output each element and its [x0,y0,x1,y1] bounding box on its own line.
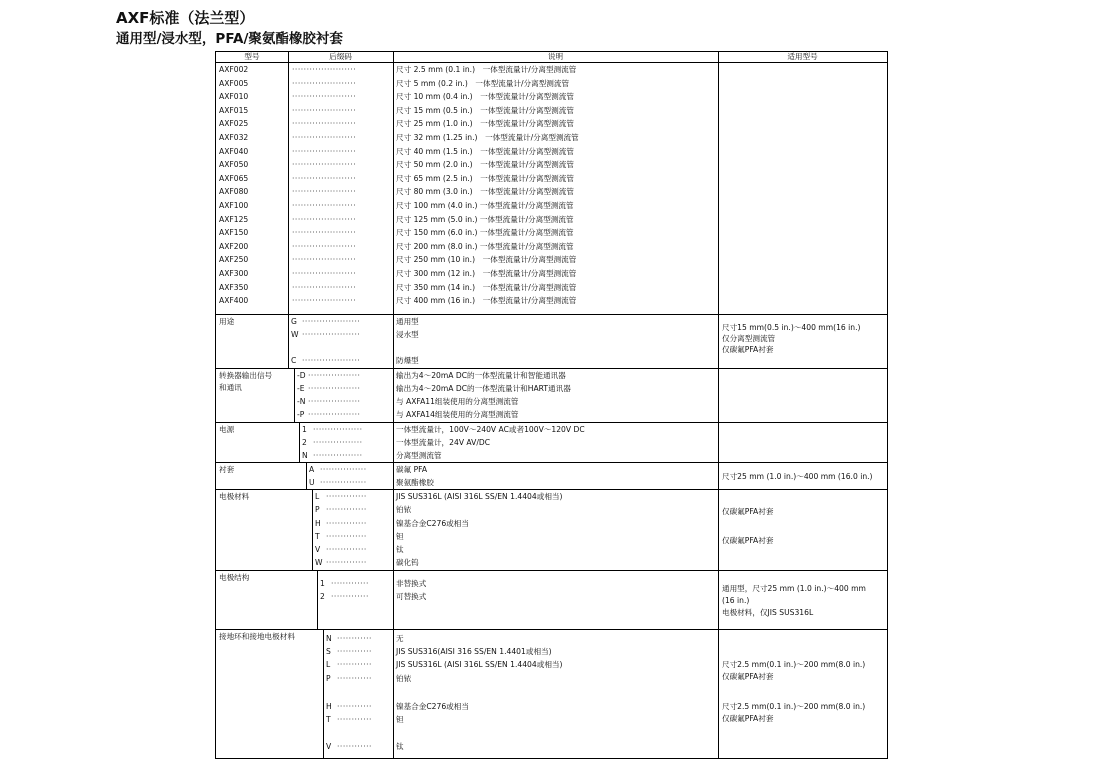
electrode-applicable-p: 仅碳氟PFA衬套 [722,507,774,516]
model-code: AXF250 [219,255,249,265]
leader-dots: ······················ [292,201,357,210]
electrode-description: 铂铱 [396,505,412,514]
usage-label: 用途 [219,317,235,326]
model-code: AXF005 [219,78,249,88]
usage-code: C [291,356,297,365]
lining-label: 衬套 [219,465,235,474]
group-bracket [323,629,324,758]
structure-description: 非替换式 [396,579,427,588]
electrode-description: 钽 [396,532,404,541]
leader-dots: ············ [337,674,372,683]
structure-label: 电极结构 [219,573,250,582]
model-code: AXF002 [219,65,249,74]
power-description: 一体型流量计，100V～240V AC或者100V～120V DC [396,425,585,434]
model-description: 尺寸 10 mm (0.4 in.) 一体型流量计/分离型测流管 [396,92,574,102]
leader-dots: ············· [331,579,369,588]
converter-label: 转换器输出信号 [219,371,273,380]
model-code: AXF010 [219,92,249,102]
leader-dots: ············ [337,660,372,669]
electrode-code: V [315,545,321,554]
converter-description: 与 AXFA11组装使用的分离型测流管 [396,397,519,406]
model-code: AXF065 [219,173,249,183]
model-code: AXF300 [219,269,249,278]
grounding-code: T [326,715,331,724]
leader-dots: ················· [313,451,363,460]
converter-code: -D [297,371,306,380]
converter-description: 与 AXFA14组装使用的分离型测流管 [396,410,519,419]
section-divider [216,489,887,490]
usage-code: G [291,317,297,326]
model-description: 尺寸 5 mm (0.2 in.) 一体型流量计/分离型测流管 [396,78,570,88]
usage-code: W [291,330,299,339]
grounding-description: 无 [396,634,404,643]
electrode-code: T [315,532,320,541]
electrode-description: 钛 [396,545,404,554]
model-code: AXF150 [219,228,249,238]
leader-dots: ······················ [292,228,357,238]
leader-dots: ·················· [308,371,361,380]
group-bracket [288,314,289,368]
group-bracket [288,63,289,314]
leader-dots: ············ [337,634,372,643]
page-subtitle: 通用型/浸水型，PFA/聚氨酯橡胶衬套 [116,31,343,47]
electrode-label: 电极材料 [219,492,250,501]
label-underline [216,314,288,315]
group-bracket [306,462,307,489]
leader-dots: ······················ [292,214,357,224]
structure-code: 2 [320,592,325,601]
converter-description: 输出为4～20mA DC的一体型流量计和HART通讯器 [396,384,571,393]
header-suffix: 后缀码 [329,52,352,61]
usage-applicable: 仅分离型测流管 [722,334,776,343]
electrode-code: H [315,519,321,528]
grounding-code: V [326,742,332,751]
leader-dots: ······················ [292,282,357,292]
lining-code: U [309,478,315,487]
grounding-code: P [326,674,331,683]
grounding-description: 钛 [396,742,404,751]
section-divider [216,368,887,369]
model-code: AXF125 [219,214,249,224]
structure-applicable: 电极材料，仅JIS SUS316L [722,608,814,617]
model-code: AXF200 [219,241,249,251]
grounding-applicable-lp: 仅碳氟PFA衬套 [722,672,774,681]
leader-dots: ·················· [308,384,361,393]
converter-code: -P [297,410,305,419]
model-description: 尺寸 80 mm (3.0 in.) 一体型流量计/分离型测流管 [396,187,574,197]
leader-dots: ······················ [292,133,357,142]
leader-dots: ······················ [292,146,357,156]
grounding-description: JIS SUS316(AISI 316 SS/EN 1.4401或相当) [396,647,552,656]
power-code: 1 [302,425,307,434]
group-bracket [312,489,313,570]
leader-dots: ············ [337,742,372,751]
structure-applicable: 通用型，尺寸25 mm (1.0 in.)～400 mm [722,584,866,593]
leader-dots: ······················ [292,241,357,251]
leader-dots: ·············· [326,505,367,514]
model-description: 尺寸 350 mm (14 in.) 一体型流量计/分离型测流管 [396,282,577,292]
model-code: AXF015 [219,105,249,115]
leader-dots: ·············· [326,545,367,554]
column-divider [718,52,719,758]
lining-description: 碳氟 PFA [396,465,428,474]
leader-dots: ·············· [326,519,367,528]
lining-applicable: 尺寸25 mm (1.0 in.)～400 mm (16.0 in.) [722,472,873,481]
leader-dots: ············ [337,647,372,656]
lining-code: A [309,465,315,474]
leader-dots: ···················· [302,356,361,365]
power-description: 一体型流量计，24V AV/DC [396,438,491,447]
model-code: AXF100 [219,201,249,210]
header-model: 型号 [244,52,260,61]
leader-dots: ······················ [292,78,357,88]
column-divider [393,52,394,758]
leader-dots: ················· [313,425,363,434]
structure-description: 可替换式 [396,592,427,601]
leader-dots: ······················ [292,173,357,183]
converter-description: 输出为4～20mA DC的一体型流量计和智能通讯器 [396,371,566,380]
leader-dots: ·················· [308,397,361,406]
grounding-label: 接地环和接地电极材料 [219,632,295,641]
usage-applicable: 仅碳氟PFA衬套 [722,345,774,354]
model-description: 尺寸 2.5 mm (0.1 in.) 一体型流量计/分离型测流管 [396,65,577,74]
model-description: 尺寸 300 mm (12 in.) 一体型流量计/分离型测流管 [396,269,577,278]
model-code: AXF050 [219,160,249,170]
section-divider [216,462,887,463]
model-code: AXF032 [219,133,249,142]
grounding-applicable-ht: 尺寸2.5 mm(0.1 in.)～200 mm(8.0 in.) [722,702,866,711]
structure-applicable: (16 in.) [722,596,750,605]
leader-dots: ·················· [308,410,361,419]
model-code: AXF025 [219,119,249,129]
electrode-description: 碳化钨 [396,558,419,567]
table-header [216,52,887,63]
model-description: 尺寸 40 mm (1.5 in.) 一体型流量计/分离型测流管 [396,146,574,156]
usage-applicable: 尺寸15 mm(0.5 in.)～400 mm(16 in.) [722,323,861,332]
power-label: 电源 [219,425,235,434]
group-bracket [299,422,300,462]
power-description: 分离型测流管 [396,451,442,460]
model-description: 尺寸 150 mm (6.0 in.) 一体型流量计/分离型测流管 [396,228,574,238]
group-bracket [317,570,318,629]
model-code: AXF400 [219,296,249,306]
leader-dots: ······················ [292,269,357,278]
grounding-code: L [326,660,331,669]
grounding-code: N [326,634,332,643]
model-description: 尺寸 65 mm (2.5 in.) 一体型流量计/分离型测流管 [396,173,574,183]
grounding-description: 铂铱 [396,674,412,683]
electrode-code: L [315,492,320,501]
model-code: AXF040 [219,146,249,156]
leader-dots: ················· [313,438,363,447]
model-code: AXF350 [219,282,249,292]
leader-dots: ······················ [292,255,357,265]
leader-dots: ······················ [292,119,357,129]
converter-label-2: 和通讯 [219,383,242,392]
grounding-description: 镍基合金C276或相当 [396,702,469,711]
leader-dots: ············· [331,592,369,601]
electrode-applicable-t: 仅碳氟PFA衬套 [722,536,774,545]
section-divider [216,629,887,630]
power-code: 2 [302,438,307,447]
model-code: AXF080 [219,187,249,197]
grounding-applicable-lp: 尺寸2.5 mm(0.1 in.)～200 mm(8.0 in.) [722,660,866,669]
grounding-code: S [326,647,331,656]
header-description: 说明 [547,52,564,61]
grounding-description: 钽 [396,715,404,724]
model-description: 尺寸 32 mm (1.25 in.) 一体型流量计/分离型测流管 [396,133,579,142]
leader-dots: ················ [320,465,367,474]
leader-dots: ················ [320,478,367,487]
leader-dots: ······················ [292,65,357,74]
header-applicable: 适用型号 [787,52,818,61]
column-divider [288,52,289,63]
page-title: AXF标准（法兰型） [116,9,255,27]
model-description: 尺寸 25 mm (1.0 in.) 一体型流量计/分离型测流管 [396,119,574,129]
leader-dots: ······················ [292,92,357,102]
model-description: 尺寸 50 mm (2.0 in.) 一体型流量计/分离型测流管 [396,160,574,170]
converter-code: -E [297,384,305,393]
usage-description: 防爆型 [396,356,419,365]
electrode-code: P [315,505,320,514]
section-divider [216,314,887,315]
converter-code: -N [297,397,306,406]
model-description: 尺寸 200 mm (8.0 in.) 一体型流量计/分离型测流管 [396,241,574,251]
model-description: 尺寸 100 mm (4.0 in.) 一体型流量计/分离型测流管 [396,201,574,210]
leader-dots: ······················ [292,296,357,306]
leader-dots: ···················· [302,317,361,326]
model-description: 尺寸 15 mm (0.5 in.) 一体型流量计/分离型测流管 [396,105,574,115]
usage-description: 通用型 [396,317,419,326]
leader-dots: ·············· [326,492,367,501]
model-description: 尺寸 125 mm (5.0 in.) 一体型流量计/分离型测流管 [396,214,574,224]
leader-dots: ······················ [292,160,357,170]
leader-dots: ···················· [302,330,361,339]
grounding-code: H [326,702,332,711]
power-code: N [302,451,308,460]
electrode-code: W [315,558,323,567]
structure-code: 1 [320,579,325,588]
spec-table [215,51,888,759]
electrode-description: 镍基合金C276或相当 [396,519,469,528]
model-description: 尺寸 400 mm (16 in.) 一体型流量计/分离型测流管 [396,296,577,306]
leader-dots: ······················ [292,105,357,115]
lining-description: 聚氨酯橡胶 [396,478,434,487]
leader-dots: ············ [337,702,372,711]
leader-dots: ·············· [326,532,367,541]
leader-dots: ·············· [326,558,367,567]
leader-dots: ······················ [292,187,357,197]
grounding-applicable-ht: 仅碳氟PFA衬套 [722,714,774,723]
usage-description: 浸水型 [396,330,419,339]
grounding-description: JIS SUS316L (AISI 316L SS/EN 1.4404或相当) [396,660,563,669]
section-divider [216,422,887,423]
leader-dots: ············ [337,715,372,724]
model-description: 尺寸 250 mm (10 in.) 一体型流量计/分离型测流管 [396,255,577,265]
electrode-description: JIS SUS316L (AISI 316L SS/EN 1.4404或相当) [396,492,563,501]
group-bracket [294,368,295,422]
